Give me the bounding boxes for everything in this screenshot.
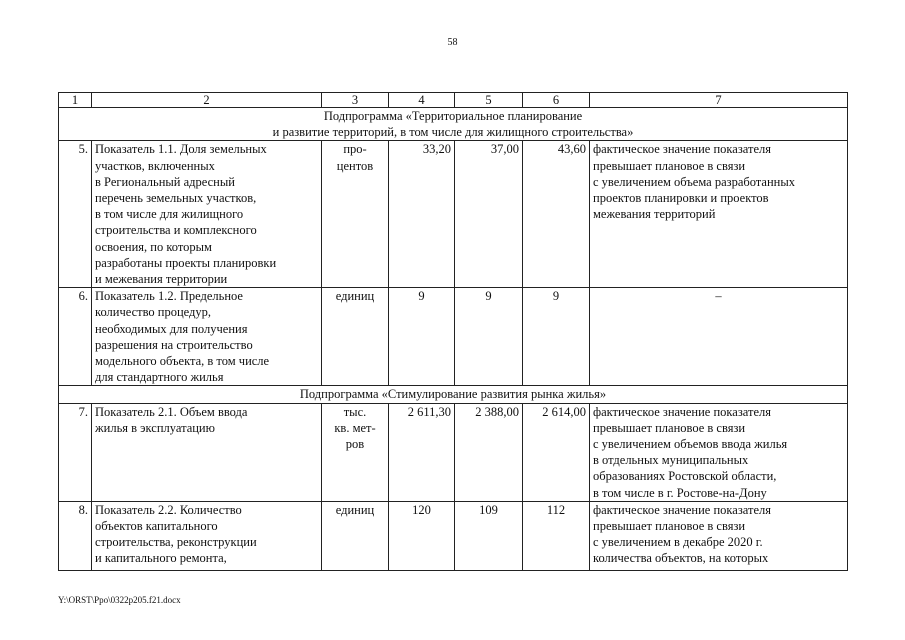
value-col5: 9 xyxy=(455,288,523,386)
column-number: 1 xyxy=(59,93,92,108)
table-row xyxy=(59,288,848,386)
note: – xyxy=(590,288,848,386)
unit: тыс. кв. мет- ров xyxy=(322,403,389,501)
value-col5: 37,00 xyxy=(455,141,523,288)
column-number: 7 xyxy=(590,93,848,108)
column-number-row xyxy=(59,93,848,108)
indicator-name: Показатель 1.2. Предельное количество процедур, необходимых для получения разрешения на строительство модельного объекта, в том числе для стандартного жилья xyxy=(92,288,322,386)
section-title: Подпрограмма «Стимулирование развития рынка жилья» xyxy=(59,386,848,403)
value-col4: 9 xyxy=(389,288,455,386)
value-col6: 43,60 xyxy=(523,141,590,288)
value-col4: 120 xyxy=(389,501,455,570)
indicator-name: Показатель 2.1. Объем ввода жилья в эксплуатацию xyxy=(92,403,322,501)
file-path-footer: Y:\ORST\Ppo\0322p205.f21.docx xyxy=(58,595,181,605)
column-number: 4 xyxy=(389,93,455,108)
column-number: 2 xyxy=(92,93,322,108)
row-number: 6. xyxy=(59,288,92,386)
indicators-table xyxy=(58,92,848,571)
indicator-name: Показатель 2.2. Количество объектов капитального строительства, реконструкции и капитального ремонта, xyxy=(92,501,322,570)
value-col4: 2 611,30 xyxy=(389,403,455,501)
column-number: 6 xyxy=(523,93,590,108)
unit: про- центов xyxy=(322,141,389,288)
note: фактическое значение показателя превышает плановое в связи с увеличением объемов ввода жилья в отдельных муниципальных образованиях Ростовской области, в том числе в г. Ростове-на-Дону xyxy=(590,403,848,501)
value-col6: 112 xyxy=(523,501,590,570)
table-row xyxy=(59,141,848,288)
column-number: 5 xyxy=(455,93,523,108)
table-row xyxy=(59,403,848,501)
row-number: 5. xyxy=(59,141,92,288)
value-col5: 109 xyxy=(455,501,523,570)
table-row xyxy=(59,501,848,570)
value-col6: 2 614,00 xyxy=(523,403,590,501)
note: фактическое значение показателя превышает плановое в связи с увеличением объема разработанных проектов планировки и проектов межевания территорий xyxy=(590,141,848,288)
section-row xyxy=(59,386,848,403)
row-number: 8. xyxy=(59,501,92,570)
indicator-name: Показатель 1.1. Доля земельных участков, включенных в Региональный адресный перечень земельных участков, в том числе для жилищного строительства и комплексного освоения, по которым разработаны проекты планировки и межевания территории xyxy=(92,141,322,288)
section-title: Подпрограмма «Территориальное планирование и развитие территорий, в том числе для жилищного строительства» xyxy=(59,108,848,141)
row-number: 7. xyxy=(59,403,92,501)
value-col6: 9 xyxy=(523,288,590,386)
unit: единиц xyxy=(322,501,389,570)
note: фактическое значение показателя превышает плановое в связи с увеличением в декабре 2020 г. количества объектов, на которых xyxy=(590,501,848,570)
unit: единиц xyxy=(322,288,389,386)
page-number: 58 xyxy=(447,37,458,48)
value-col4: 33,20 xyxy=(389,141,455,288)
column-number: 3 xyxy=(322,93,389,108)
value-col5: 2 388,00 xyxy=(455,403,523,501)
section-row xyxy=(59,108,848,141)
